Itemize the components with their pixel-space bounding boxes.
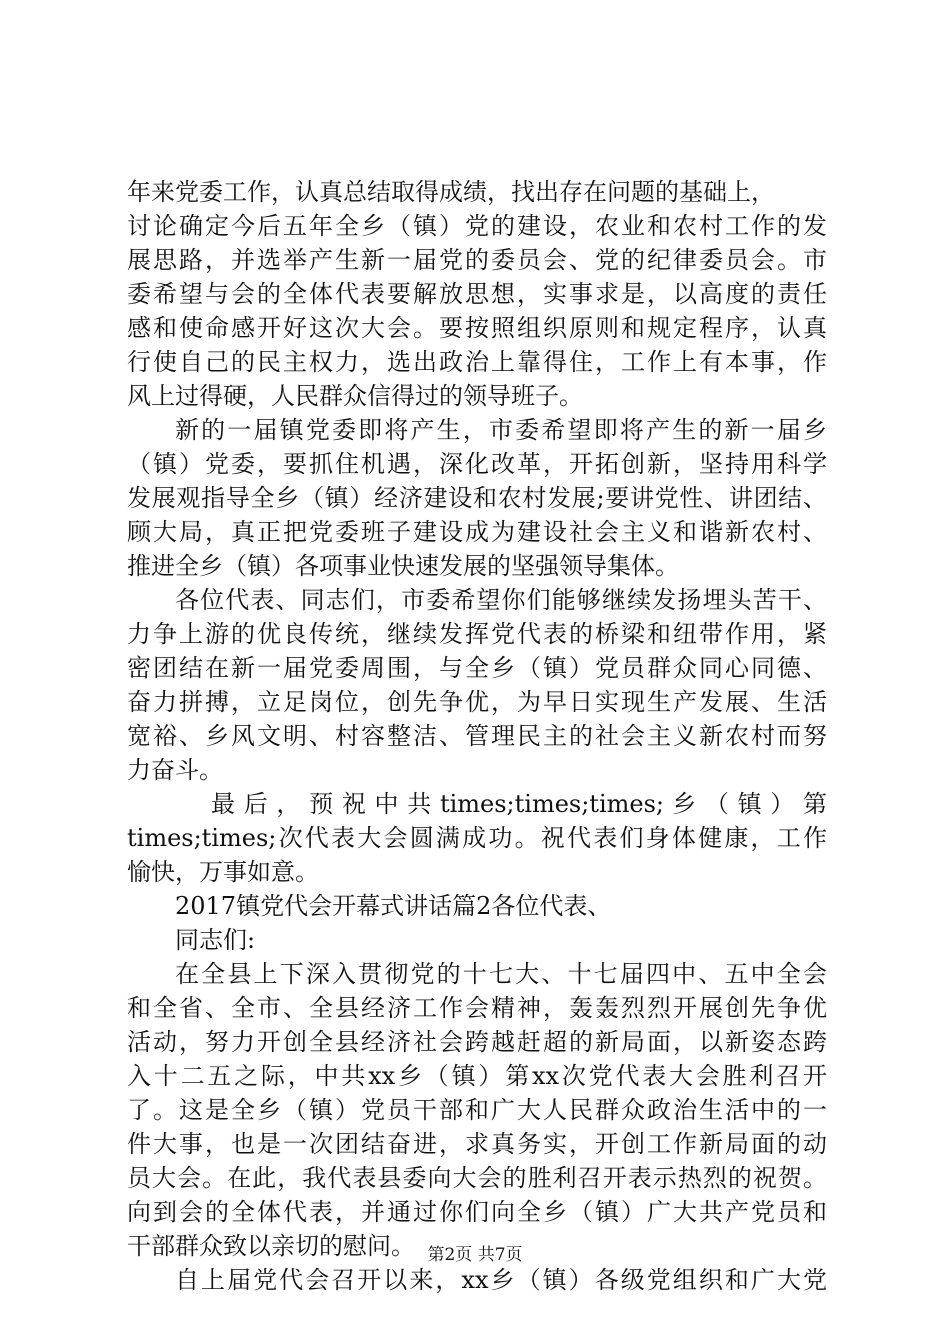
text-line: times;times;次代表大会圆满成功。祝代表们身体健康，工作 (127, 824, 827, 852)
text-line: 自上届党代会召开以来，xx乡（镇）各级党组织和广大党 (175, 1266, 827, 1294)
text-line: 力奋斗。 (127, 756, 223, 784)
document-body (127, 175, 827, 1297)
text-line: 员大会。在此，我代表县委向大会的胜利召开表示热烈的祝贺。 (127, 1164, 827, 1192)
text-line: 宽裕、乡风文明、村容整洁、管理民主的社会主义新农村而努 (127, 722, 827, 750)
text-line: 感和使命感开好这次大会。要按照组织原则和规定程序，认真 (127, 314, 827, 342)
text-line: 和全省、全市、全县经济工作会精神，轰轰烈烈开展创先争优 (127, 994, 827, 1022)
text-line: 入十二五之际，中共xx乡（镇）第xx次党代表大会胜利召开 (127, 1062, 827, 1090)
text-line: 发展观指导全乡（镇）经济建设和农村发展;要讲党性、讲团结、 (127, 484, 827, 512)
text-line: 展思路，并选举产生新一届党的委员会、党的纪律委员会。市 (127, 246, 827, 274)
text-line: 年来党委工作，认真总结取得成绩，找出存在问题的基础上， (127, 178, 775, 206)
text-line: 2017镇党代会开幕式讲话篇2各位代表、 (175, 892, 612, 920)
text-line: 奋力拼搏，立足岗位，创先争优，为早日实现生产发展、生活 (127, 688, 827, 716)
text-line: 讨论确定今后五年全乡（镇）党的建设，农业和农村工作的发 (127, 212, 827, 240)
page-footer: 第2页 共7页 (427, 1245, 523, 1265)
text-line: 干部群众致以亲切的慰问。 (127, 1232, 415, 1260)
text-line: 委希望与会的全体代表要解放思想，实事求是，以高度的责任 (127, 280, 827, 308)
text-line: （镇）党委，要抓住机遇，深化改革，开拓创新，坚持用科学 (127, 450, 827, 478)
text-line: 行使自己的民主权力，选出政治上靠得住，工作上有本事，作 (127, 348, 827, 376)
text-line: 推进全乡（镇）各项事业快速发展的坚强领导集体。 (127, 552, 679, 580)
text-line: 活动，努力开创全县经济社会跨越赶超的新局面，以新姿态跨 (127, 1028, 827, 1056)
text-line: 各位代表、同志们，市委希望你们能够继续发扬埋头苦干、 (175, 586, 827, 614)
text-line: 同志们: (175, 926, 256, 954)
text-line: 愉快，万事如意。 (127, 858, 319, 886)
text-line: 向到会的全体代表，并通过你们向全乡（镇）广大共产党员和 (127, 1198, 827, 1226)
text-line: 了。这是全乡（镇）党员干部和广大人民群众政治生活中的一 (127, 1096, 827, 1124)
text-line: 顾大局，真正把党委班子建设成为建设社会主义和谐新农村、 (127, 518, 827, 546)
text-line: 风上过得硬，人民群众信得过的领导班子。 (127, 382, 583, 410)
text-line: 密团结在新一届党委周围，与全乡（镇）党员群众同心同德、 (127, 654, 827, 682)
text-line: 最 后 ， 预 祝 中 共 times;times;times; 乡 （ 镇 ） 第 (211, 790, 827, 818)
text-line: 新的一届镇党委即将产生，市委希望即将产生的新一届乡 (175, 416, 827, 444)
text-line: 力争上游的优良传统，继续发挥党代表的桥梁和纽带作用，紧 (127, 620, 827, 648)
text-line: 件大事，也是一次团结奋进，求真务实，开创工作新局面的动 (127, 1130, 827, 1158)
text-line: 在全县上下深入贯彻党的十七大、十七届四中、五中全会 (175, 960, 827, 988)
